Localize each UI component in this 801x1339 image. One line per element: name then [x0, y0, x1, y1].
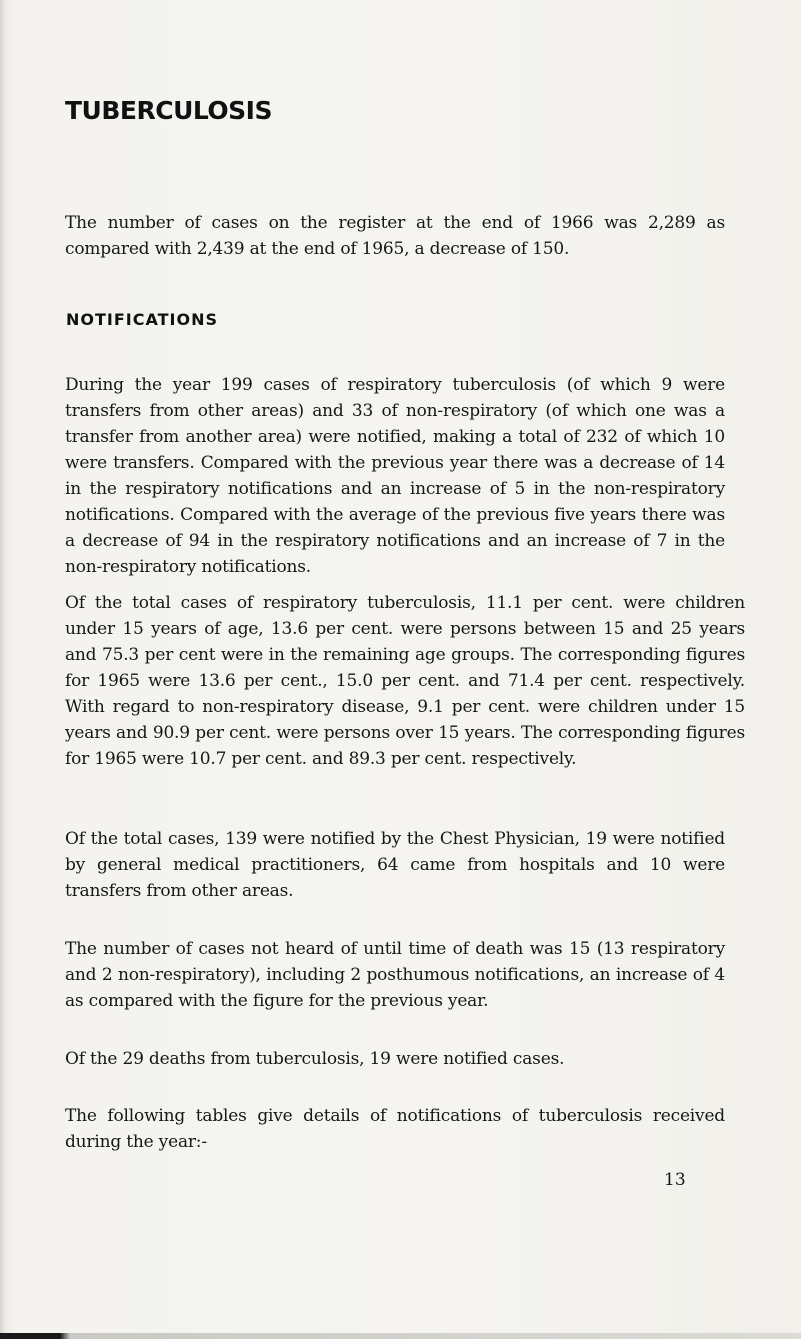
notifications-paragraph-5: Of the 29 deaths from tuberculosis, 19 were notified cases. [65, 1049, 565, 1069]
notifications-paragraph-1: During the year 199 cases of respiratory tuberculosis (of which 9 were transfers from other areas) and 33 of non-respiratory (of which one was a transfer from another area) were notified, making a total of 232 of which 10 were transfers. Compared with the previous year there was a decrease of 14 in the respiratory notifications and an increase of 5 in the non-respiratory notifications. Compared with the average of the previous five years there was a decrease of 94 in the respiratory notifications and an increase of 7 in the non-respiratory notifications. [65, 375, 725, 577]
section-heading-notifications: NOTIFICATIONS [66, 310, 219, 329]
page-bottom-edge [0, 1333, 801, 1339]
notifications-paragraph-4: The number of cases not heard of until time of death was 15 (13 respiratory and 2 non-respiratory), including 2 posthumous notifications, an increase of 4 as compared with the figure for the previous year. [65, 939, 725, 1011]
page-number: 13 [664, 1170, 686, 1190]
intro-paragraph: The number of cases on the register at the end of 1966 was 2,289 as compared with 2,439 at the end of 1965, a decrease of 150. [65, 213, 725, 259]
page-left-edge [0, 0, 6, 1339]
notifications-paragraph-2: Of the total cases of respiratory tuberculosis, 11.1 per cent. were children under 15 years of age, 13.6 per cent. were persons between 15 and 25 years and 75.3 per cent were in the remaining age groups. The corresponding figures for 1965 were 13.6 per cent., 15.0 per cent. and 71.4 per cent. respectively. With regard to non-respiratory disease, 9.1 per cent. were children under 15 years and 90.9 per cent. were persons over 15 years. The corresponding figures for 1965 were 10.7 per cent. and 89.3 per cent. respectively. [65, 593, 745, 769]
notifications-paragraph-3: Of the total cases, 139 were notified by the Chest Physician, 19 were notified by general medical practitioners, 64 came from hospitals and 10 were transfers from other areas. [65, 829, 725, 901]
notifications-paragraph-6: The following tables give details of notifications of tuberculosis received during the year:- [65, 1106, 725, 1152]
page-title: TUBERCULOSIS [65, 96, 272, 125]
